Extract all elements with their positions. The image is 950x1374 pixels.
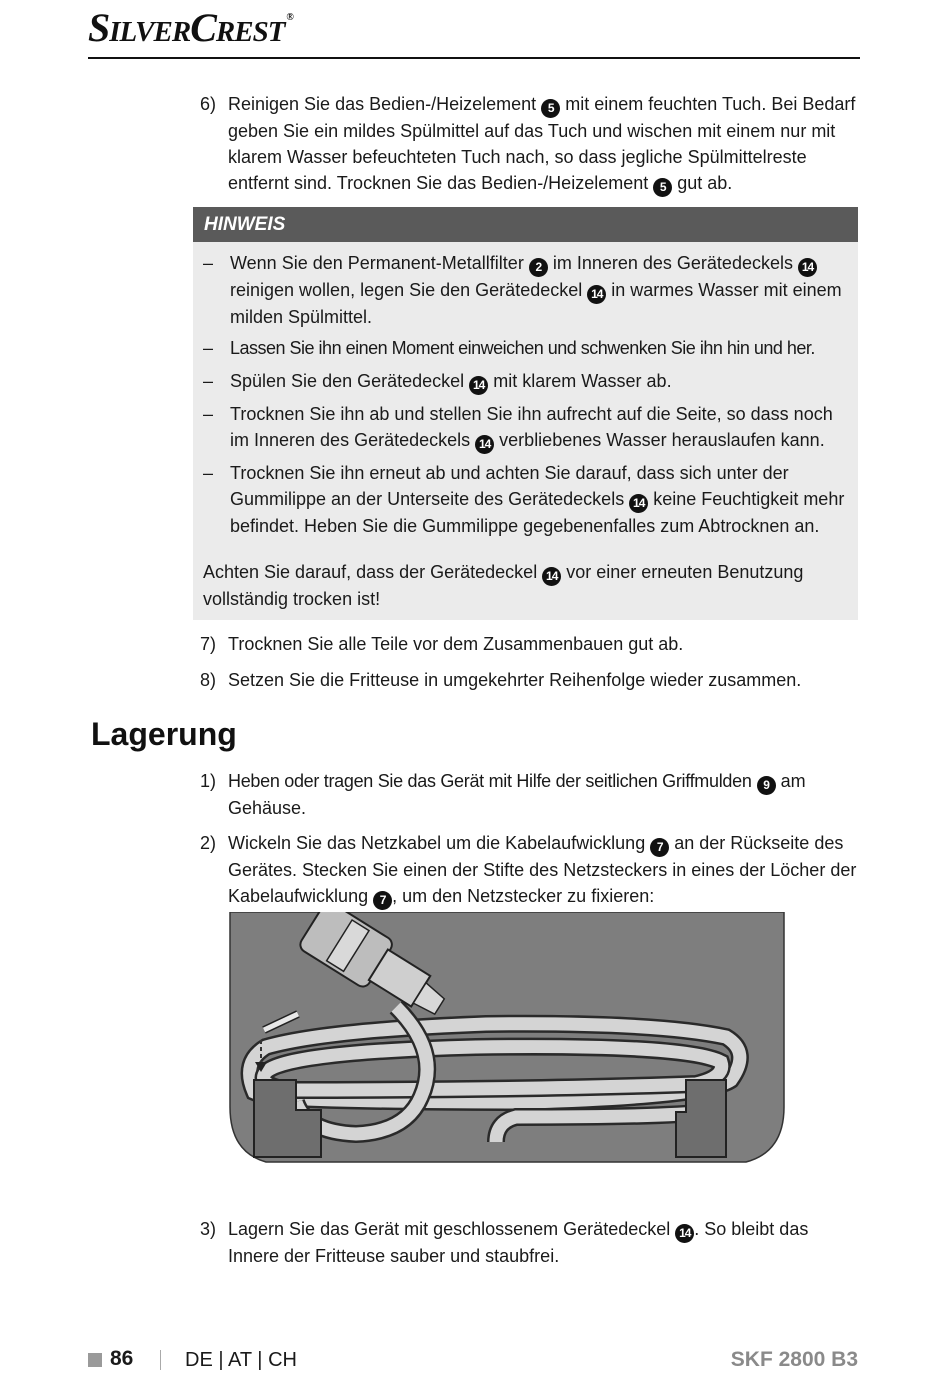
brand-logo [88, 4, 293, 51]
bullet-text [230, 401, 853, 454]
text-run: Wenn Sie den Permanent-Metallfilter [230, 253, 524, 273]
step-8 [200, 667, 860, 693]
part-ref-badge: 14 [469, 376, 488, 395]
bullet-dash: – [203, 371, 214, 391]
text-run: , um den Netzstecker zu fixieren: [392, 886, 655, 906]
brand-part: REST [215, 16, 285, 48]
part-ref-badge: 7 [373, 891, 392, 910]
part-ref-badge: 5 [653, 178, 672, 197]
text-run: reinigen wollen, legen Sie den Gerätedeckel [230, 280, 583, 300]
hinweis-header [193, 207, 858, 242]
hinweis-bullet [203, 368, 853, 395]
text-run: Lagern Sie das Gerät mit geschlossenem Gerätedeckel [228, 1219, 671, 1239]
header-rule [88, 57, 860, 59]
hinweis-bullet [203, 250, 853, 330]
footer-languages [185, 1349, 297, 1372]
text-run: Wickeln Sie das Netzkabel um die Kabelaufwicklung [228, 833, 646, 853]
lagerung-step-2 [200, 830, 860, 910]
text-run: . So bleibt das Innere der Fritteuse sauber und staubfrei. [228, 1219, 809, 1266]
footer-square [88, 1353, 102, 1367]
step-number: 7) [200, 634, 217, 654]
brand-part: ILVER [109, 16, 191, 48]
bullet-text [230, 460, 853, 539]
part-ref-badge: 7 [650, 838, 669, 857]
lang-de: DE [185, 1349, 213, 1371]
part-ref-badge: 2 [529, 258, 548, 277]
bullet-dash: – [203, 404, 214, 424]
part-ref-badge: 14 [542, 567, 561, 586]
part-ref-badge: 14 [629, 494, 648, 513]
text-run: Achten Sie darauf, dass der Gerätedeckel [203, 562, 538, 582]
bullet-dash: – [203, 463, 214, 483]
text-run: mit einem feuchten Tuch. Bei Bedarf geben Sie ein mildes Spülmittel auf das Tuch und wischen mit einem nur mit klarem Wasser befeuchteten Tuch nach, so dass jegliche Spülmittelreste entfernt sind. Trocknen Sie das Bedien-/Heizelement [228, 94, 856, 193]
registered-mark: ® [286, 12, 293, 23]
step-text: Setzen Sie die Fritteuse in umgekehrter Reihenfolge wieder zusammen. [228, 670, 802, 690]
hinweis-bullet [203, 335, 853, 361]
step-number: 3) [200, 1219, 217, 1239]
text-run: am Gehäuse. [228, 771, 806, 818]
text-run: verbliebenes Wasser herauslaufen kann. [499, 430, 825, 450]
text-run: vor einer erneuten Benutzung vollständig trocken ist! [203, 562, 804, 609]
lagerung-step-1 [200, 768, 860, 821]
part-ref-badge: 5 [541, 99, 560, 118]
step-number: 6) [200, 94, 217, 114]
lang-ch: CH [268, 1349, 297, 1371]
step-text: Trocknen Sie alle Teile vor dem Zusammenbauen gut ab. [228, 634, 684, 654]
bullet-text: Lassen Sie ihn einen Moment einweichen und schwenken Sie ihn hin und her. [230, 338, 815, 358]
text-run: Trocknen Sie ihn erneut ab und achten Sie darauf, dass sich unter der Gummilippe an der Unterseite des Gerätedeckels [230, 463, 789, 509]
bullet-dash: – [203, 253, 214, 273]
page-number: 86 [110, 1347, 134, 1370]
text-run: in warmes Wasser mit einem milden Spülmittel. [230, 280, 842, 327]
text-run: an der Rückseite des Gerätes. Stecken Sie einen der Stifte des Netzsteckers in eines der Löcher der Kabelaufwicklung [228, 833, 857, 906]
part-ref-badge: 14 [798, 258, 817, 277]
footer-divider [160, 1350, 161, 1370]
hinweis-title: HINWEIS [204, 214, 286, 235]
part-ref-badge: 14 [675, 1224, 694, 1243]
hinweis-bullet [203, 460, 853, 539]
step-number: 2) [200, 833, 217, 853]
hinweis-bullet [203, 401, 853, 454]
step-text [228, 768, 860, 821]
part-ref-badge: 14 [587, 285, 606, 304]
step-7 [200, 631, 860, 657]
lang-at: AT [228, 1349, 252, 1371]
part-ref-badge: 9 [757, 776, 776, 795]
text-run: gut ab. [677, 173, 733, 193]
part-ref-badge: 14 [475, 435, 494, 454]
lang-sep: | [218, 1349, 224, 1371]
section-heading: Lagerung [91, 716, 237, 752]
text-run: Spülen Sie den Gerätedeckel [230, 371, 465, 391]
step-text [228, 1216, 860, 1269]
text-run: Trocknen Sie ihn ab und stellen Sie ihn aufrecht auf die Seite, so dass noch im Inneren des Gerätedeckels [230, 404, 833, 450]
step-number: 8) [200, 670, 217, 690]
hinweis-footer [203, 559, 843, 612]
lang-sep: | [257, 1349, 263, 1371]
text-run: keine Feuchtigkeit mehr befindet. Heben Sie die Gummilippe gegebenenfalles zum Abtrocknen an. [230, 489, 845, 536]
brand-letter: S [88, 5, 110, 50]
cable-winding-illustration [226, 912, 788, 1194]
bullet-text [230, 250, 853, 330]
text-run: im Inneren des Gerätedeckels [552, 253, 793, 273]
brand-letter: C [190, 5, 216, 50]
step-text [228, 91, 860, 197]
text-run: mit klarem Wasser ab. [493, 371, 672, 391]
step-number: 1) [200, 771, 217, 791]
step-text [228, 830, 860, 910]
model-number: SKF 2800 B3 [730, 1348, 858, 1371]
text-run: Heben oder tragen Sie das Gerät mit Hilfe der seitlichen Griffmulden [228, 771, 752, 791]
bullet-dash: – [203, 338, 213, 358]
text-run: Reinigen Sie das Bedien-/Heizelement [228, 94, 537, 114]
lagerung-step-3 [200, 1216, 860, 1269]
step-6 [200, 91, 860, 197]
bullet-text [230, 368, 853, 395]
